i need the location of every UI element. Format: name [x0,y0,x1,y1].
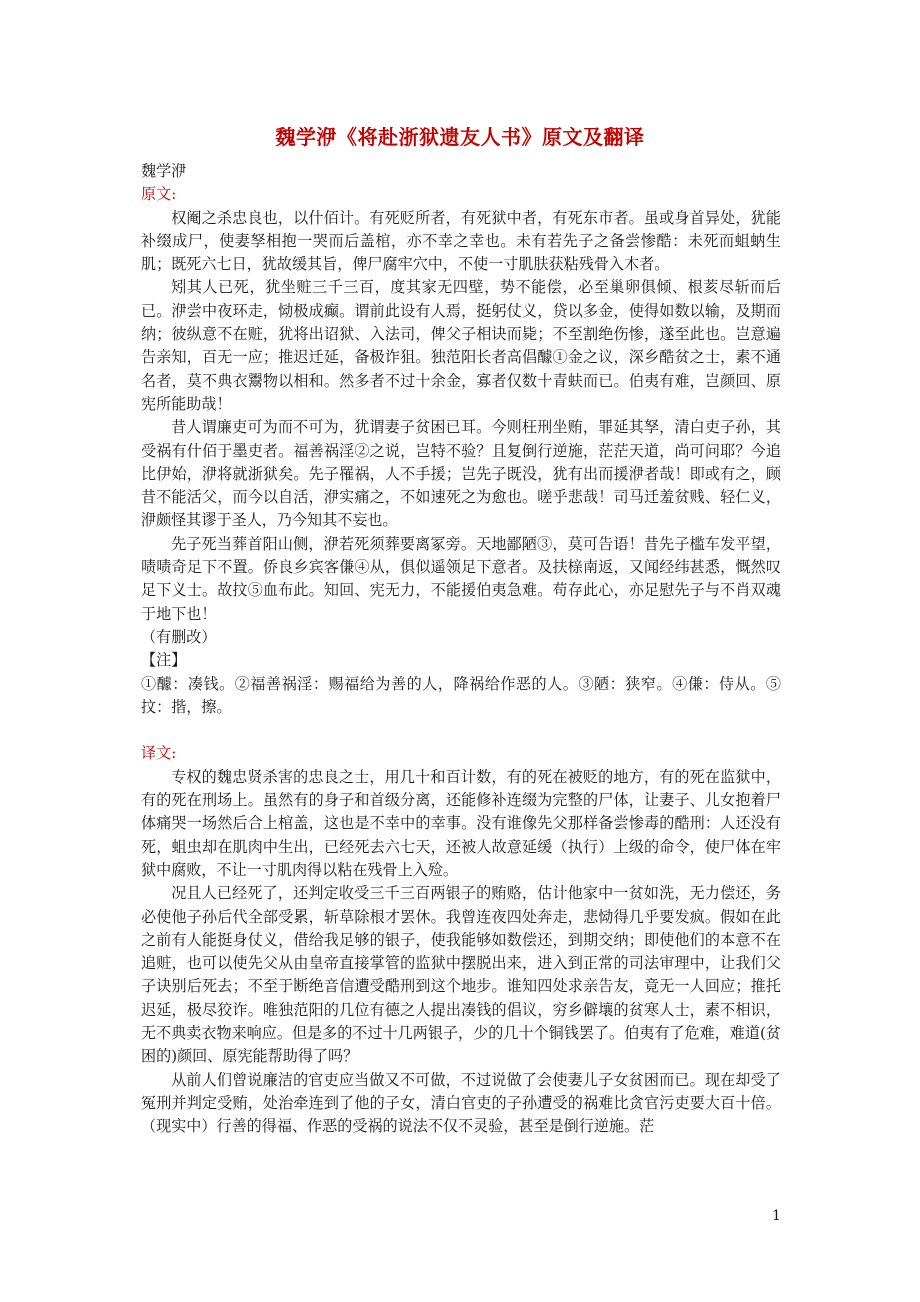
original-paragraph-1: 权阉之杀忠良也，以什佰计。有死贬所者，有死狱中者，有死东市者。虽或身首异处，犹能补缀成尸，使妻孥相抱一哭而后盖棺，亦不幸之幸也。未有若先子之备尝惨酷：未死而蛆蚋生肌；既死六七日，犹故缓其旨，俾尸腐牢穴中，不使一寸肌肤获粘残骨入木者。 [141,208,781,274]
original-paragraph-2: 矧其人已死，犹坐赃三千三百，度其家无四壁，势不能偿，必至巢卵俱倾、根荄尽斩而后已。洢尝中夜环走，恸极成癫。谓前此设有人焉，挺躬仗义，贷以多金，使得如数以输，及期而纳；彼纵意不在赃，犹将出诏狱、入法司，俾父子相诀而毙；不至割绝伤惨，遂至此也。岂意遍告亲知，百无一应；推迟迁延，备极诈狙。独范阳长者高倡醵①金之议，深乡酷贫之士，素不通名者，莫不典衣鬻物以相和。然多者不过十余金，寡者仅数十青蚨而已。伯夷有难，岂颜回、原宪所能助哉！ [141,278,781,413]
document-title: 魏学洢《将赴浙狱遗友人书》原文及翻译 [275,125,645,149]
notes-label: 【注】 [141,651,187,670]
section-gap [141,719,781,742]
author-name: 魏学洢 [141,162,187,180]
translation-paragraph-3: 从前人们曾说廉洁的官吏应当做又不可做，不过说做了会使妻儿子女贫困而已。现在却受了冤刑并判定受贿，处治牵连到了他的子女，清白官吏的子孙遭受的祸难比贪官污吏要大百十倍。（现实中）行善的得福、作恶的受祸的说法不仅不灵验，甚至是倒行逆施。茫 [141,1070,781,1136]
notes-text: ①醵：凑钱。②福善祸淫：赐福给为善的人，降祸给作恶的人。③陋：狭窄。④傔：侍从。⑤抆：揩，擦。 [141,674,781,716]
original-paragraph-3: 昔人谓廉吏可为而不可为，犹谓妻子贫困已耳。今则枉刑坐贿，罪延其孥，清白吏子孙，其受祸有什佰于墨吏者。福善祸淫②之说，岂特不验？且复倒行逆施，茫茫天道，尚可问耶？今追比伊始，洢将就浙狱矣。先子罹祸，人不手援；岂先子既没，犹有出而援洢者哉！即或有之，顾昔不能活父，而今以自活，洢实痛之，不如速死之为愈也。嗟乎悲哉！司马迁羞贫贱、轻仁义，洢颇怪其谬于圣人，乃今知其不妄也。 [141,418,781,530]
translation-label: 译文: [141,744,177,763]
translation-paragraph-2: 况且人已经死了，还判定收受三千三百两银子的贿赂，估计他家中一贫如洗，无力偿还，务必使他子孙后代全部受累，斩草除根才罢休。我曾连夜四处奔走，悲恸得几乎要发疯。假如在此之前有人能挺身仗义，借给我足够的银子，使我能够如数偿还，到期交纳；即使他们的本意不在追赃，也可以使先父从由皇帝直接掌管的监狱中摆脱出来，进入到正常的司法审理中，让我们父子诀别后死去；不至于断绝音信遭受酷刑到这个地步。谁知四处求亲告友，竟无一人回应；推托迟延，极尽狡诈。唯独范阳的几位有德之人提出凑钱的倡议，穷乡僻壤的贫寒人士，素不相识，无不典卖衣物来响应。但是多的不过十几两银子，少的几十个铜钱罢了。伯夷有了危难，难道(贫困的)颜回、原宪能帮助得了吗？ [141,884,781,1066]
page-number: 1 [772,1208,781,1224]
original-label: 原文: [141,185,177,204]
original-paragraph-4: 先子死当葬首阳山侧，洢若死须葬要离冢旁。天地鄙陋③，莫可告语！昔先子槛车发平望，啧啧奇足下不置。侨良乡宾客傔④从，俱似遥领足下意者。及扶榇南返，又闻经纬甚悉，慨然叹足下义士。故抆⑤血布此。知回、宪无力，不能援伯夷急难。苟存此心，亦足慰先子与不肖双魂于地下也！ [141,534,781,623]
abridged-note: （有删改） [141,627,217,646]
translation-paragraph-1: 专权的魏忠贤杀害的忠良之士，用几十和百计数，有的死在被贬的地方，有的死在监狱中，有的死在刑场上。虽然有的身子和首级分离，还能修补连缀为完整的尸体，让妻子、儿女抱着尸体痛哭一场然后合上棺盖，这也是不幸中的幸事。没有谁像先父那样备尝惨毒的酷刑：人还没有死，蛆虫却在肌肉中生出，已经死去六七天，还被人故意延缓（执行）上级的命令，使尸体在牢狱中腐败，不让一寸肌肉得以粘在残骨上入殓。 [141,767,781,879]
document-body [141,160,781,1138]
